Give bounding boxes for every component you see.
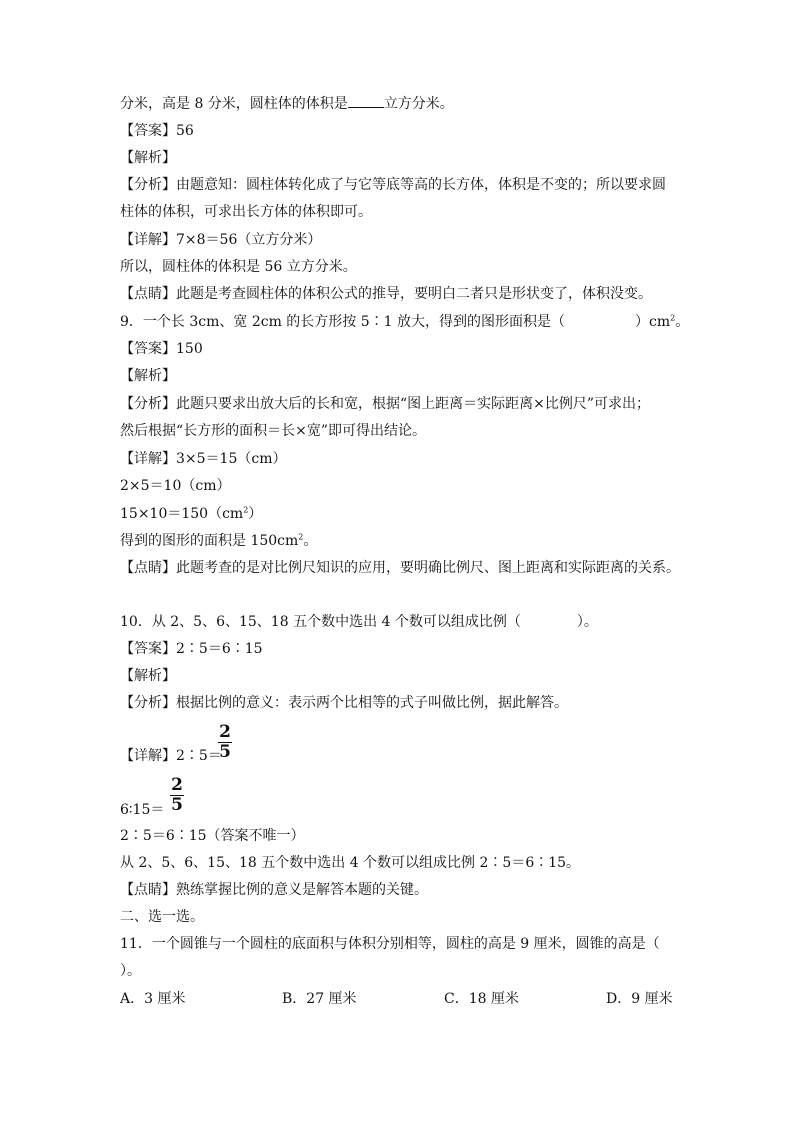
- q11-question-line1: 11．一个圆锥与一个圆柱的底面积与体积分别相等，圆柱的高是 9 厘米，圆锥的高是（: [120, 936, 660, 952]
- option-a: A．3 厘米: [120, 991, 186, 1007]
- option-b: B．27 厘米: [282, 991, 357, 1007]
- q9-conclusion-superscript: 2: [298, 532, 304, 542]
- q9-detail-line1: 【详解】3×5＝15（cm）: [120, 451, 287, 467]
- q9-detail-superscript: 2: [243, 505, 249, 515]
- q10-analysis: 【分析】根据比例的意义：表示两个比相等的式子叫做比例，据此解答。: [120, 695, 568, 711]
- q8-unit: 立方分米。: [383, 96, 454, 112]
- answer-blank: [348, 95, 384, 108]
- q9-conclusion-end: 。: [303, 533, 318, 549]
- q9-detail-end: ）: [248, 506, 263, 522]
- q9-conclusion: [120, 532, 317, 550]
- q10-analysis-heading: 【解析】: [120, 668, 176, 684]
- q9-question: [120, 313, 689, 331]
- q10-detail-line1: 【详解】2∶5＝: [120, 748, 222, 764]
- q10-answer: 【答案】2∶5＝6∶15: [120, 641, 263, 657]
- q10-detail-line3: 2∶5＝6∶15（答案不唯一）: [120, 828, 305, 844]
- q9-detail-line3: [120, 505, 262, 523]
- q10-question: 10．从 2、5、6、15、18 五个数中选出 4 个数可以组成比例（ ）。: [120, 614, 598, 630]
- q9-text: 9．一个长 3cm、宽 2cm 的长方形按 5∶1 放大，得到的图形面积是（ ）cm: [120, 314, 671, 330]
- fraction-two-fifths: [170, 777, 184, 814]
- q9-answer: 【答案】150: [120, 341, 203, 357]
- q9-detail-text: 15×10＝150（cm: [120, 506, 244, 522]
- q9-superscript: 2: [670, 313, 676, 323]
- q10-comment: 【点睛】熟练掌握比例的意义是解答本题的关键。: [120, 882, 428, 898]
- q8-analysis-line1: 【分析】由题意知：圆柱体转化成了与它等底等高的长方体，体积是不变的；所以要求圆: [120, 177, 666, 193]
- q8-analysis-heading: 【解析】: [120, 150, 176, 166]
- fraction-numerator: 2: [219, 722, 231, 742]
- q10-detail-line2: 6∶15＝: [120, 802, 165, 818]
- option-c: C．18 厘米: [444, 991, 519, 1007]
- q9-comment: 【点睛】此题考查的是对比例尺知识的应用，要明确比例尺、图上距离和实际距离的关系。: [120, 560, 680, 576]
- q11-question-line2: ）。: [120, 963, 141, 979]
- fraction-denominator: 5: [171, 795, 183, 815]
- q8-detail: 【详解】7×8＝56（立方分米）: [120, 232, 322, 248]
- q10-conclusion: 从 2、5、6、15、18 五个数中选出 4 个数可以组成比例 2∶5＝6∶15。: [120, 855, 581, 871]
- q8-analysis-line2: 柱体的体积，可求出长方体的体积即可。: [120, 204, 372, 220]
- fraction-numerator: 2: [171, 775, 183, 795]
- section-heading: 二、选一选。: [120, 909, 204, 925]
- q9-conclusion-text: 得到的图形的面积是 150cm: [120, 533, 299, 549]
- q8-comment: 【点睛】此题是考查圆柱体的体积公式的推导，要明白二者只是形状变了，体积没变。: [120, 286, 652, 302]
- q9-detail-line2: 2×5＝10（cm）: [120, 478, 231, 494]
- q8-continuation: [120, 95, 454, 113]
- q8-answer: 【答案】56: [120, 123, 194, 139]
- fraction-denominator: 5: [219, 742, 231, 762]
- q8-text: 分米，高是 8 分米，圆柱体的体积是: [120, 96, 348, 112]
- q8-conclusion: 所以，圆柱体的体积是 56 立方分米。: [120, 259, 357, 275]
- q9-analysis-line2: 然后根据“长方形的面积＝长×宽”即可得出结论。: [120, 423, 427, 439]
- option-d: D．9 厘米: [606, 991, 673, 1007]
- q9-analysis-heading: 【解析】: [120, 368, 176, 384]
- q9-analysis-line1: 【分析】此题只要求出放大后的长和宽，根据“图上距离＝实际距离×比例尺”可求出；: [120, 396, 651, 412]
- fraction-two-fifths: [218, 724, 232, 761]
- q9-end: 。: [675, 314, 690, 330]
